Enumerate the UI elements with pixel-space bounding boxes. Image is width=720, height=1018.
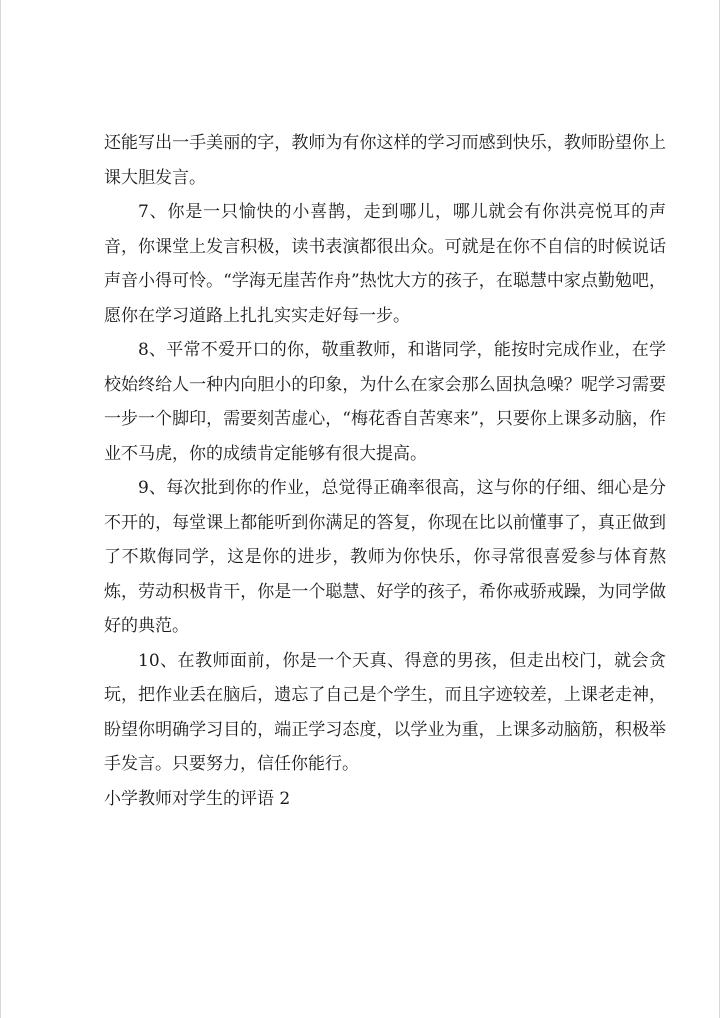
section-heading: 小学教师对学生的评语 2 — [104, 788, 291, 809]
document-body — [104, 126, 666, 816]
paragraph-comment-8: 8、平常不爱开口的你，敬重教师，和谐同学，能按时完成作业，在学校始终给人一种内向胆小的印象，为什么在家会那么固执急噪？呢学习需要一步一个脚印，需要刻苦虚心，“梅花香自苦寒来”，只要你上课多动脑，作业不马虎，你的成绩肯定能够有很大提高。 — [104, 340, 666, 464]
paragraph-comment-7: 7、你是一只愉快的小喜鹊，走到哪儿，哪儿就会有你洪亮悦耳的声音，你课堂上发言积极，读书表演都很出众。可就是在你不自信的时候说话声音小得可怜。“学海无崖苦作舟”热忱大方的孩子，在聪慧中家点勤勉吧，愿你在学习道路上扎扎实实走好每一步。 — [104, 202, 666, 326]
paragraph-comment-9: 9、每次批到你的作业，总觉得正确率很高，这与你的仔细、细心是分不开的，每堂课上都能听到你满足的答复，你现在比以前懂事了，真正做到了不欺侮同学，这是你的进步，教师为你快乐，你寻常很喜爱参与体育熬炼，劳动积极肯干，你是一个聪慧、好学的孩子，希你戒骄戒躁，为同学做好的典范。 — [104, 478, 666, 636]
paragraph-comment-10: 10、在教师面前，你是一个天真、得意的男孩，但走出校门，就会贪玩，把作业丢在脑后，遗忘了自己是个学生，而且字迹较差，上课老走神，盼望你明确学习目的，端正学习态度，以学业为重，上课多动脑筋，积极举手发言。只要努力，信任你能行。 — [104, 650, 666, 774]
paragraph-continuation: 还能写出一手美丽的字，教师为有你这样的学习而感到快乐，教师盼望你上课大胆发言。 — [104, 133, 666, 188]
